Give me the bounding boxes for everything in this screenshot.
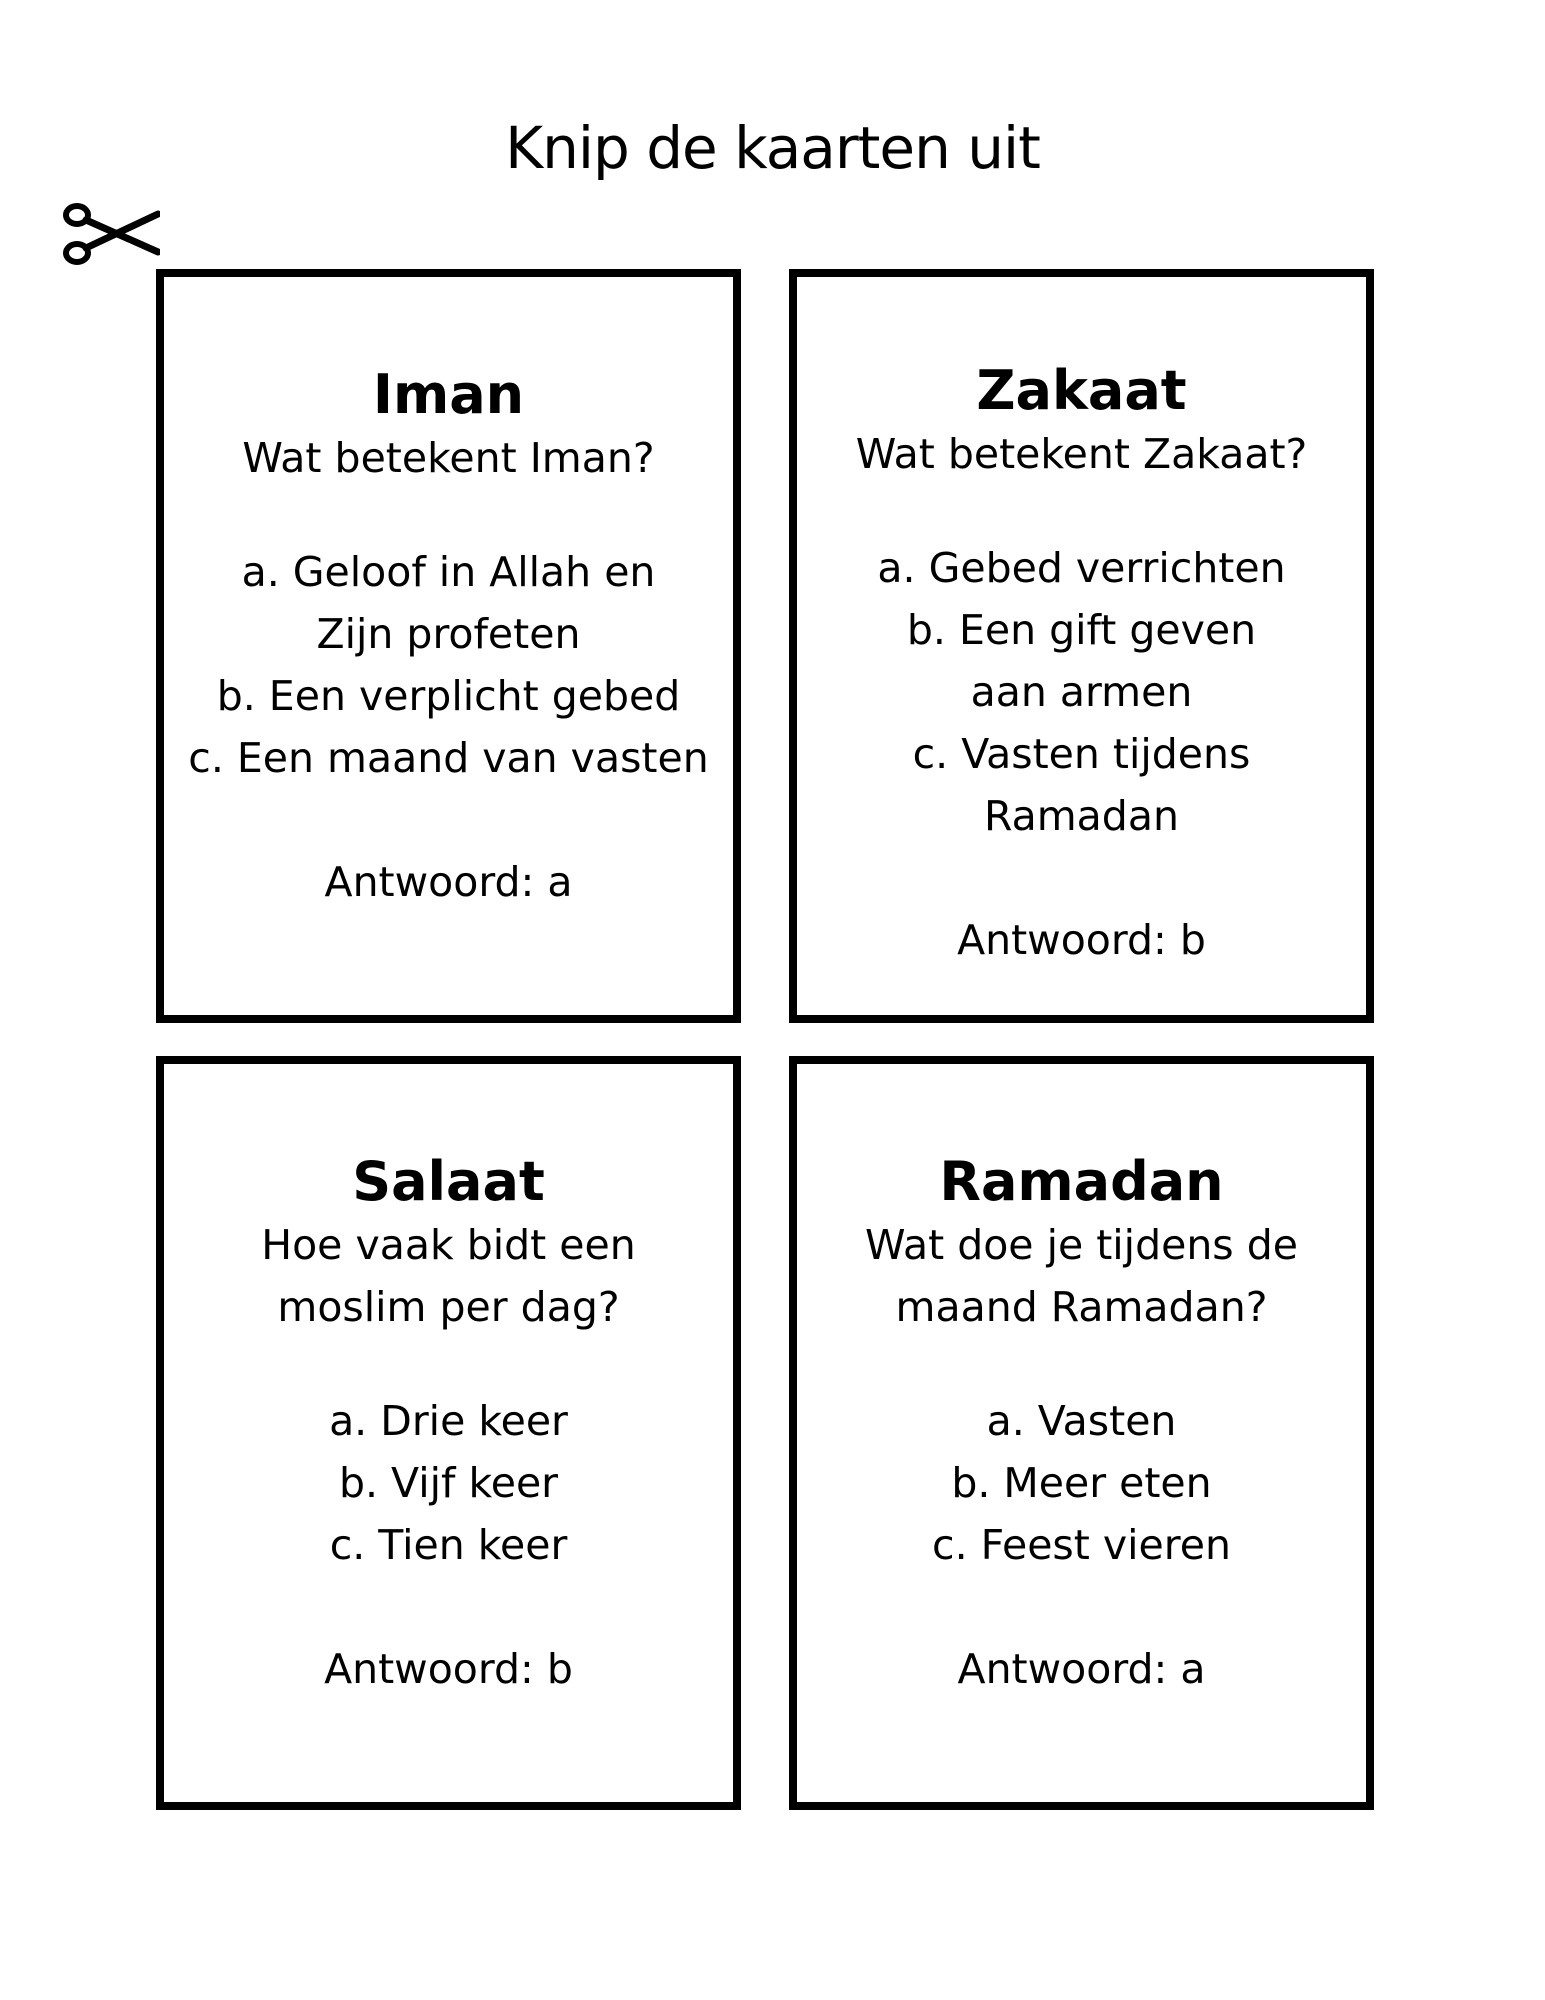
card-answer: Antwoord: b: [957, 916, 1206, 964]
card-options: [817, 537, 1346, 847]
quiz-card-zakaat: [789, 269, 1374, 1023]
card-question: Wat betekent Iman?: [242, 434, 655, 482]
card-question: Hoe vaak bidt een moslim per dag?: [261, 1221, 636, 1331]
scissors-icon: [60, 198, 160, 270]
card-options: [184, 1390, 713, 1576]
card-title: Ramadan: [939, 1150, 1224, 1213]
card-option-c: c. Een maand van vasten: [188, 734, 709, 782]
card-option-b: b. Vijf keer: [338, 1459, 559, 1507]
card-option-c: c. Feest vieren: [932, 1521, 1231, 1569]
quiz-card-iman: [156, 269, 741, 1023]
card-option-a: a. Drie keer: [329, 1397, 568, 1445]
card-option-a: a. Vasten: [986, 1397, 1177, 1445]
card-title: Zakaat: [976, 359, 1187, 422]
quiz-card-ramadan: [789, 1056, 1374, 1810]
quiz-card-salaat: [156, 1056, 741, 1810]
card-title: Salaat: [352, 1150, 545, 1213]
card-options: [817, 1390, 1346, 1576]
card-question: Wat doe je tijdens de maand Ramadan?: [865, 1221, 1298, 1331]
card-option-b: b. Een gift geven aan armen: [906, 606, 1257, 716]
card-answer: Antwoord: a: [324, 858, 573, 906]
card-option-c: c. Vasten tijdens Ramadan: [912, 730, 1251, 840]
card-answer: Antwoord: b: [324, 1645, 573, 1693]
card-option-b: b. Meer eten: [951, 1459, 1212, 1507]
card-option-c: c. Tien keer: [329, 1521, 568, 1569]
page-title: Knip de kaarten uit: [505, 114, 1040, 182]
card-title: Iman: [372, 363, 525, 426]
card-question: Wat betekent Zakaat?: [855, 430, 1308, 478]
card-option-a: a. Geloof in Allah en Zijn profeten: [241, 548, 656, 658]
card-answer: Antwoord: a: [957, 1645, 1206, 1693]
card-options: [184, 541, 713, 789]
card-option-b: b. Een verplicht gebed: [216, 672, 681, 720]
card-option-a: a. Gebed verrichten: [877, 544, 1286, 592]
